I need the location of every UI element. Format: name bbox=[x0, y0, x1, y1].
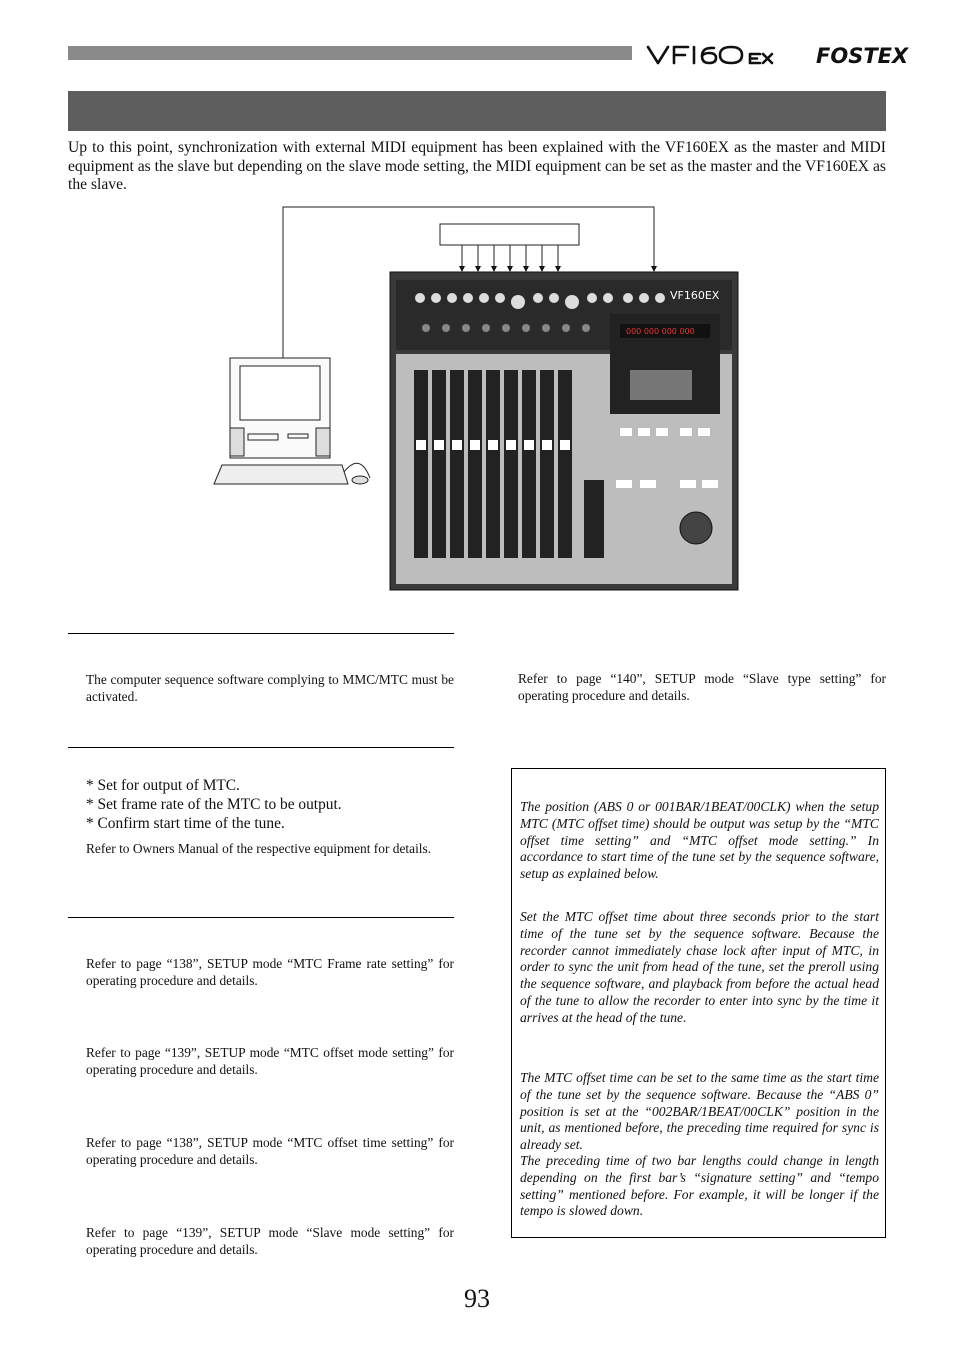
step3-slave-mode-ref: Refer to page “139”, SETUP mode “Slave mode setting” for operating procedure and details. bbox=[86, 1225, 454, 1257]
bullet-item: * Set for output of MTC. bbox=[86, 777, 240, 794]
step3-frame-rate-ref: Refer to page “138”, SETUP mode “MTC Frame rate setting” for operating procedure and details. bbox=[86, 956, 454, 988]
vf160ex-recorder-illustration bbox=[390, 272, 738, 590]
header-rule bbox=[68, 46, 632, 60]
step3-offset-time-ref: Refer to page “138”, SETUP mode “MTC offset time setting” for operating procedure and details. bbox=[86, 1135, 454, 1167]
step2-text: Refer to Owners Manual of the respective equipment for details. bbox=[86, 841, 432, 856]
section-title-bar bbox=[68, 91, 886, 131]
note-paragraph: The position (ABS 0 or 001BAR/1BEAT/00CLK) when the setup MTC (MTC offset time) should be output was setup by the “MTC offset time setting” and “MTC offset mode setting.” In accordance to start time of the tune set by the sequence software, setup as explained below. bbox=[520, 799, 879, 882]
note-paragraph: Set the MTC offset time about three seconds prior to the start time of the tune set by the sequence software. Because the recorder cannot immediately chase lock after input of MTC, in order to sync the unit from head of the tune, set the preroll using the sequence software, and playback from before the actual head of the tune to allow the recorder to enter into sync by the time it arrives at the head of the tune. bbox=[520, 909, 879, 1025]
step4-text: Refer to page “140”, SETUP mode “Slave type setting” for operating procedure and details. bbox=[518, 671, 886, 703]
fostex-logo: FOSTEX bbox=[816, 44, 909, 68]
note-paragraph: The preceding time of two bar lengths could change in length depending on the first bar’s “signature setting” and “tempo setting” mentioned before. For example, it will be longer if the tempo is slowed down. bbox=[520, 1153, 879, 1219]
step3-offset-mode-ref: Refer to page “139”, SETUP mode “MTC offset mode setting” for operating procedure and details. bbox=[86, 1045, 454, 1077]
step3-rule bbox=[68, 917, 454, 918]
intro-paragraph: Up to this point, synchronization with external MIDI equipment has been explained with the VF160EX as the master and MIDI equipment as the slave but depending on the slave mode setting, the MIDI equipment can be set as the master and the VF160EX as the slave. bbox=[68, 139, 886, 193]
step2-rule bbox=[68, 747, 454, 748]
note-box bbox=[511, 768, 886, 1238]
computer-illustration bbox=[214, 358, 370, 484]
connection-diagram bbox=[210, 200, 750, 595]
page-number: 93 bbox=[464, 1284, 490, 1313]
svg-text:VF160EX: VF160EX bbox=[670, 289, 720, 302]
bullet-item: * Confirm start time of the tune. bbox=[86, 815, 285, 832]
step1-rule bbox=[68, 633, 454, 634]
svg-text:000 000 000 000: 000 000 000 000 bbox=[626, 327, 695, 336]
step2-bullet-list bbox=[86, 776, 342, 833]
step1-text: The computer sequence software complying to MMC/MTC must be activated. bbox=[86, 672, 454, 704]
note-paragraph: The MTC offset time can be set to the same time as the start time of the tune set by the sequence software. Because the “ABS 0” position is set at the “002BAR/1BEAT/00CLK” position in the unit, as mentioned before, the preceding time required for sync is already set. bbox=[520, 1070, 879, 1153]
brand-logos bbox=[646, 38, 909, 70]
bullet-item: * Set frame rate of the MTC to be output. bbox=[86, 796, 342, 813]
